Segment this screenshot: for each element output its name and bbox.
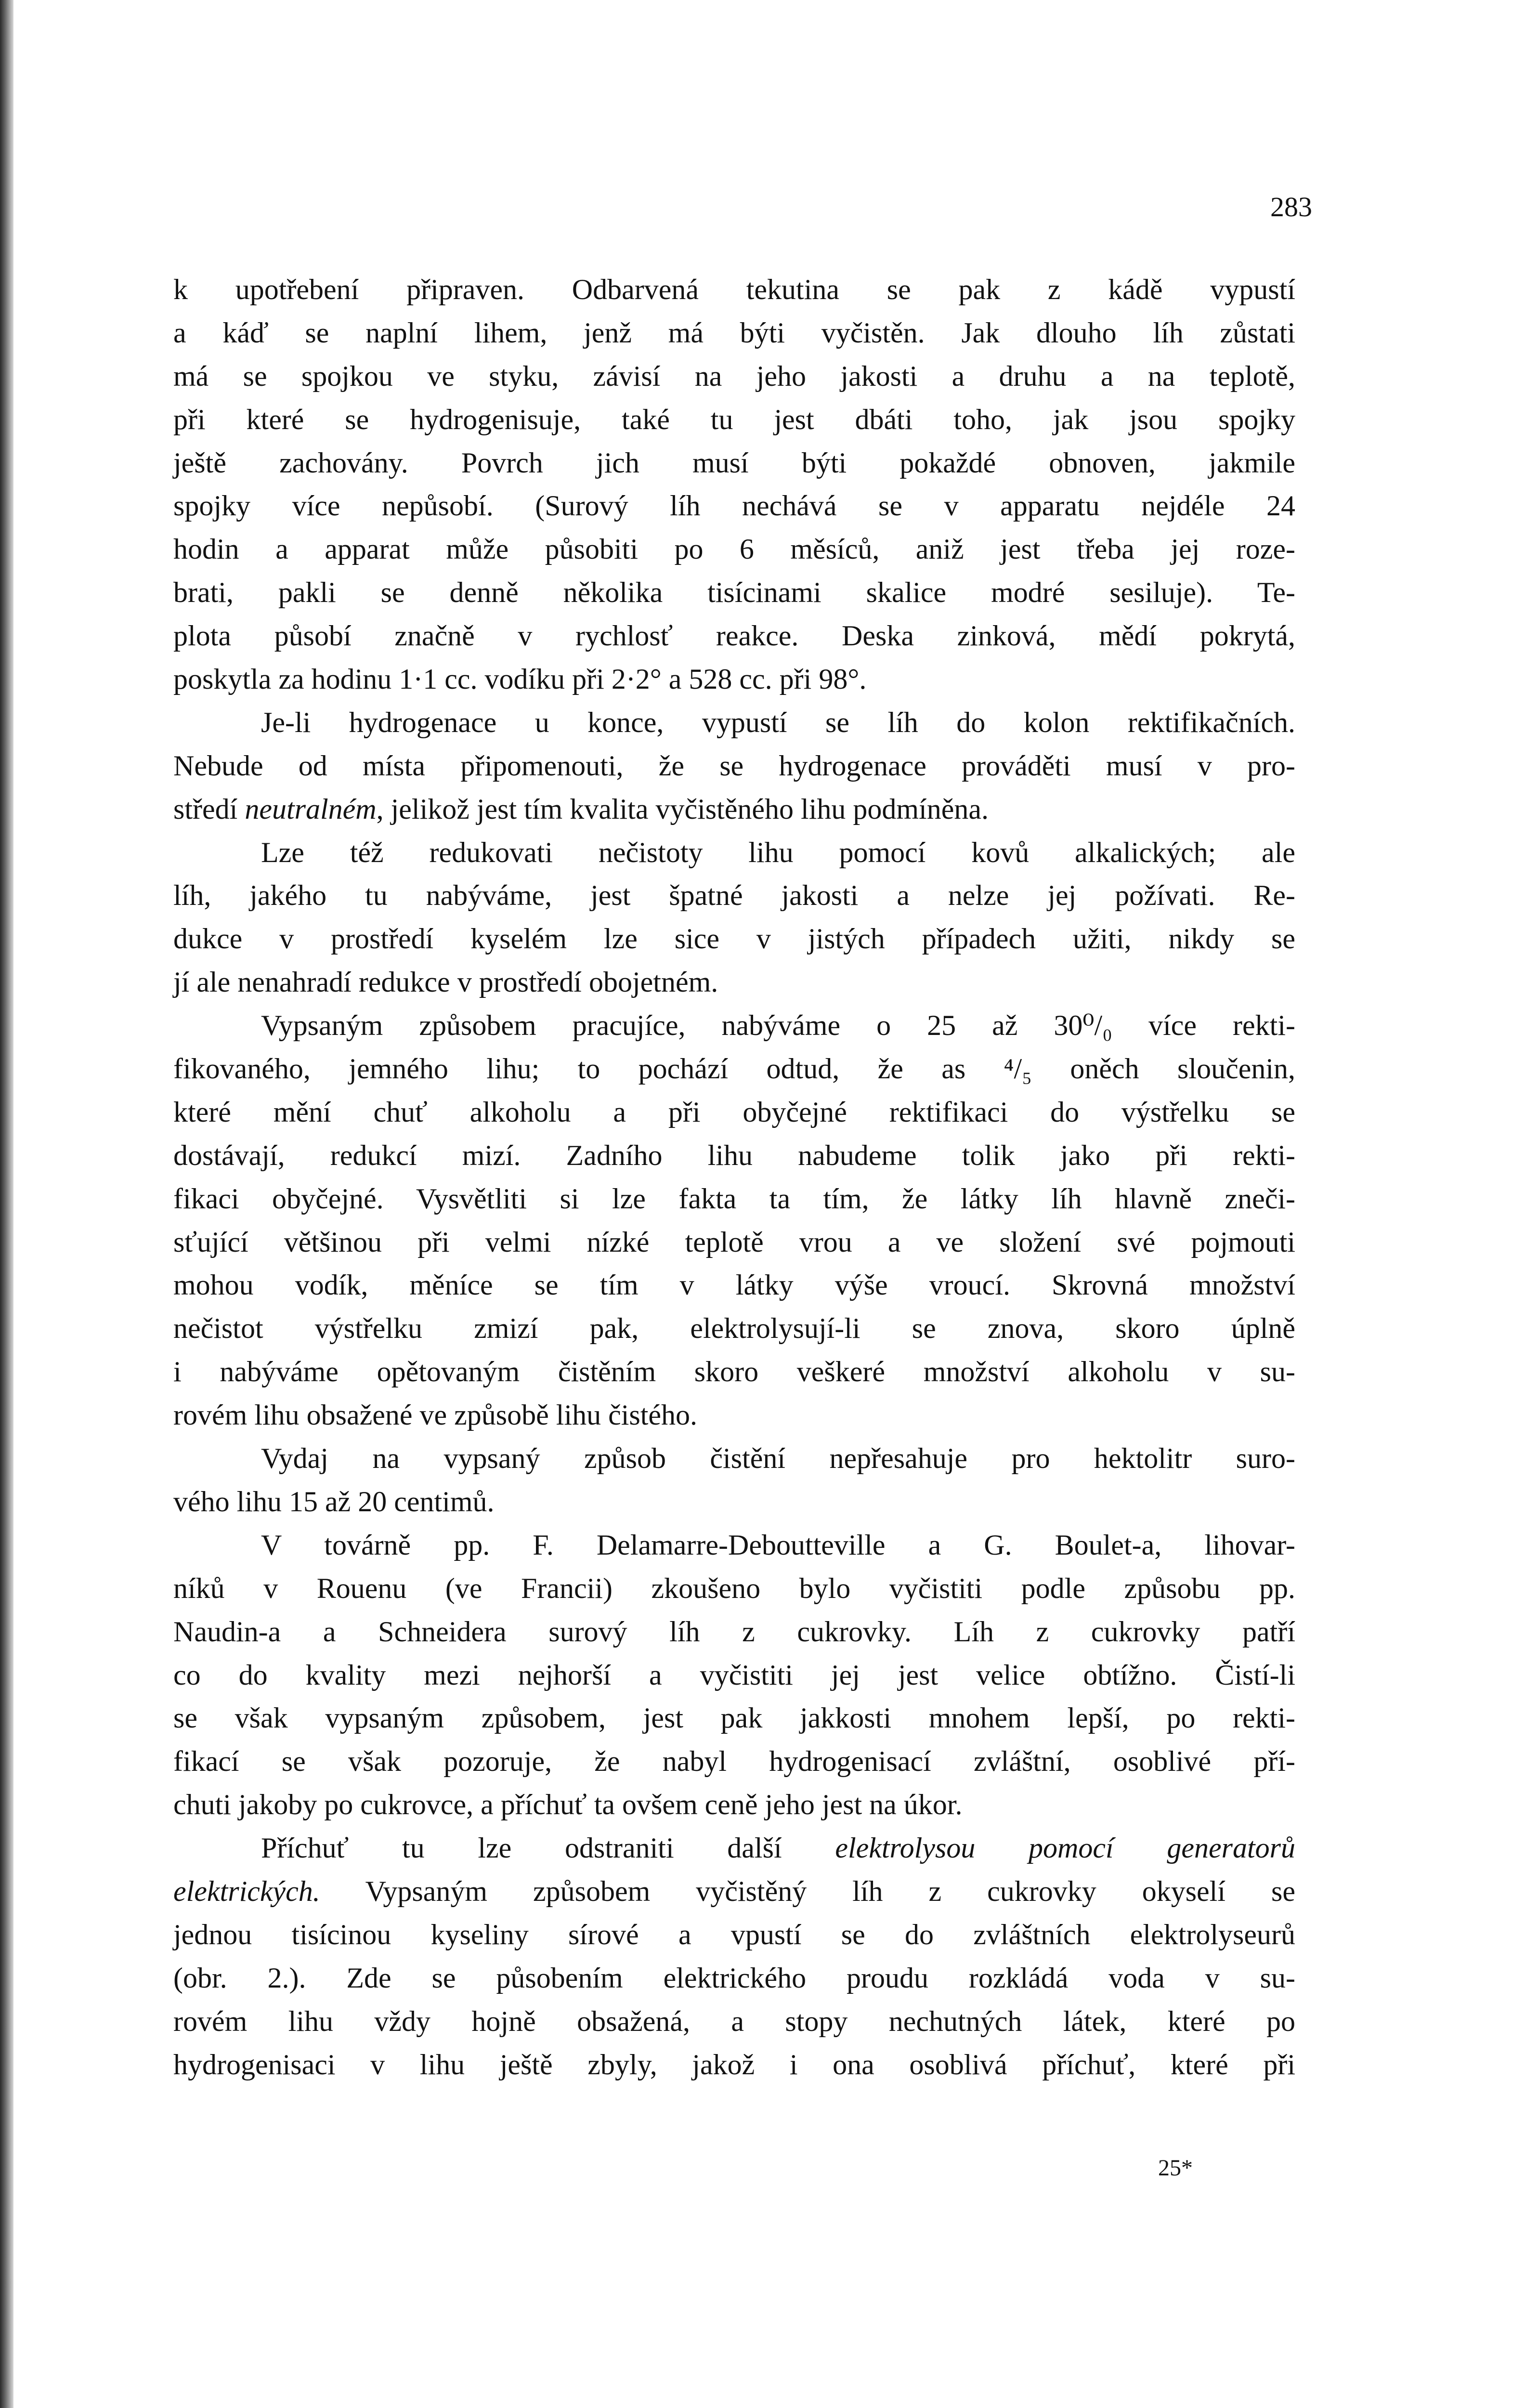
text-line: Je-li hydrogenace u konce, vypustí se líh do kolon rektifikačních. [261, 706, 1295, 738]
text-line: Lze též redukovati nečistoty lihu pomocí kovů alkalických; ale [261, 836, 1295, 868]
text-line: ještě zachovány. Povrch jich musí býti pokaždé obnoven, jakmile [173, 446, 1295, 479]
italic-run: neutralném [245, 793, 377, 825]
text-line: (obr. 2.). Zde se působením elektrického proudu rozkládá voda v su- [173, 1962, 1295, 1994]
text-run: , jelikož jest tím kvalita vyčistěného lihu podmíněna. [376, 793, 989, 825]
text-line: Vydaj na vypsaný způsob čistění nepřesahuje pro hektolitr suro- [261, 1442, 1295, 1475]
text-line: má se spojkou ve styku, závisí na jeho jakosti a druhu a na teplotě, [173, 360, 1295, 392]
text-line: co do kvality mezi nejhorší a vyčistiti jej jest velice obtížno. Čistí-li [173, 1659, 1295, 1691]
text-run: Příchuť tu lze odstraniti další [261, 1832, 835, 1864]
text-line: vého lihu 15 až 20 centimů. [173, 1485, 495, 1518]
text-line [173, 1870, 1295, 1913]
text-line [173, 1827, 1295, 1870]
text-line: hodin a apparat může působiti po 6 měsíců, aniž jest třeba jej roze- [173, 533, 1295, 565]
text-line: V továrně pp. F. Delamarre-Deboutteville a G. Boulet-a, lihovar- [261, 1529, 1295, 1561]
text-line: fikací se však pozoruje, že nabyl hydrogenisací zvláštní, osoblivé pří- [173, 1745, 1295, 1778]
text-line: Nebude od místa připomenouti, že se hydrogenace prováděti musí v pro- [173, 749, 1295, 782]
text-line: mohou vodík, měníce se tím v látky výše vroucí. Skrovná množství [173, 1269, 1295, 1301]
italic-run: elektrických. [173, 1875, 320, 1907]
text-line: níků v Rouenu (ve Francii) zkoušeno bylo vyčistiti podle způsobu pp. [173, 1572, 1295, 1604]
text-line: k upotřebení připraven. Odbarvená tekutina se pak z kádě vypustí [173, 274, 1295, 305]
text-line [173, 788, 1295, 831]
italic-run: elektrolysou pomocí generatorů [835, 1832, 1295, 1864]
text-line: rovém lihu obsažené ve způsobě lihu čistého. [173, 1399, 698, 1431]
text-line: jednou tisícinou kyseliny sírové a vpustí se do zvláštních elektrolyseurů [173, 1918, 1295, 1950]
text-line: hydrogenisaci v lihu ještě zbyly, jakož i ona osoblivá příchuť, které při [173, 2048, 1295, 2081]
text-line: se však vypsaným způsobem, jest pak jakkosti mnohem lepší, po rekti- [173, 1702, 1295, 1734]
text-line: sťující většinou při velmi nízké teplotě vrou a ve složení své pojmouti [173, 1226, 1295, 1258]
text-line: plota působí značně v rychlosť reakce. Deska zinková, mědí pokrytá, [173, 620, 1295, 652]
text-line: jí ale nenahradí redukce v prostředí obojetném. [173, 966, 718, 998]
text-line: rovém lihu vždy hojně obsažená, a stopy nechutných látek, které po [173, 2005, 1295, 2037]
text-line: Naudin-a a Schneidera surový líh z cukrovky. Líh z cukrovky patří [173, 1615, 1295, 1648]
body-text [173, 268, 1295, 2086]
text-line: které mění chuť alkoholu a při obyčejné rektifikaci do výstřelku se [173, 1096, 1295, 1128]
text-line: Vypsaným způsobem pracujíce, nabýváme o 25 až 30⁰/₀ více rekti- [261, 1009, 1295, 1042]
text-line: poskytla za hodinu 1·1 cc. vodíku při 2·2° a 528 cc. při 98°. [173, 663, 867, 695]
text-line: dukce v prostředí kyselém lze sice v jistých případech užiti, nikdy se [173, 923, 1295, 955]
text-line: chuti jakoby po cukrovce, a příchuť ta ovšem ceně jeho jest na úkor. [173, 1789, 963, 1821]
text-line: při které se hydrogenisuje, také tu jest dbáti toho, jak jsou spojky [173, 403, 1295, 435]
text-line: nečistot výstřelku zmizí pak, elektrolysují-li se znova, skoro úplně [173, 1312, 1295, 1345]
text-run: Vypsaným způsobem vyčistěný líh z cukrovky okyselí se [320, 1875, 1295, 1907]
text-line: a káď se naplní lihem, jenž má býti vyčistěn. Jak dlouho líh zůstati [173, 316, 1295, 349]
text-line: fikaci obyčejné. Vysvětliti si lze fakta ta tím, že látky líh hlavně zneči- [173, 1182, 1295, 1215]
text-run: středí [173, 793, 245, 825]
text-line: líh, jakého tu nabýváme, jest špatné jakosti a nelze jej požívati. Re- [173, 879, 1295, 912]
text-line: spojky více nepůsobí. (Surový líh nechává se v apparatu nejdéle 24 [173, 490, 1295, 522]
text-line: brati, pakli se denně několika tisícinami skalice modré sesiluje). Te- [173, 576, 1295, 609]
page-number: 283 [1270, 191, 1312, 222]
signature-mark: 25* [1158, 2155, 1193, 2181]
text-line: i nabýváme opětovaným čistěním skoro veškeré množství alkoholu v su- [173, 1356, 1295, 1388]
text-line: dostávají, redukcí mizí. Zadního lihu nabudeme tolik jako při rekti- [173, 1139, 1295, 1171]
text-line: fikovaného, jemného lihu; to pochází odtud, že as ⁴/₅ oněch sloučenin, [173, 1053, 1295, 1085]
